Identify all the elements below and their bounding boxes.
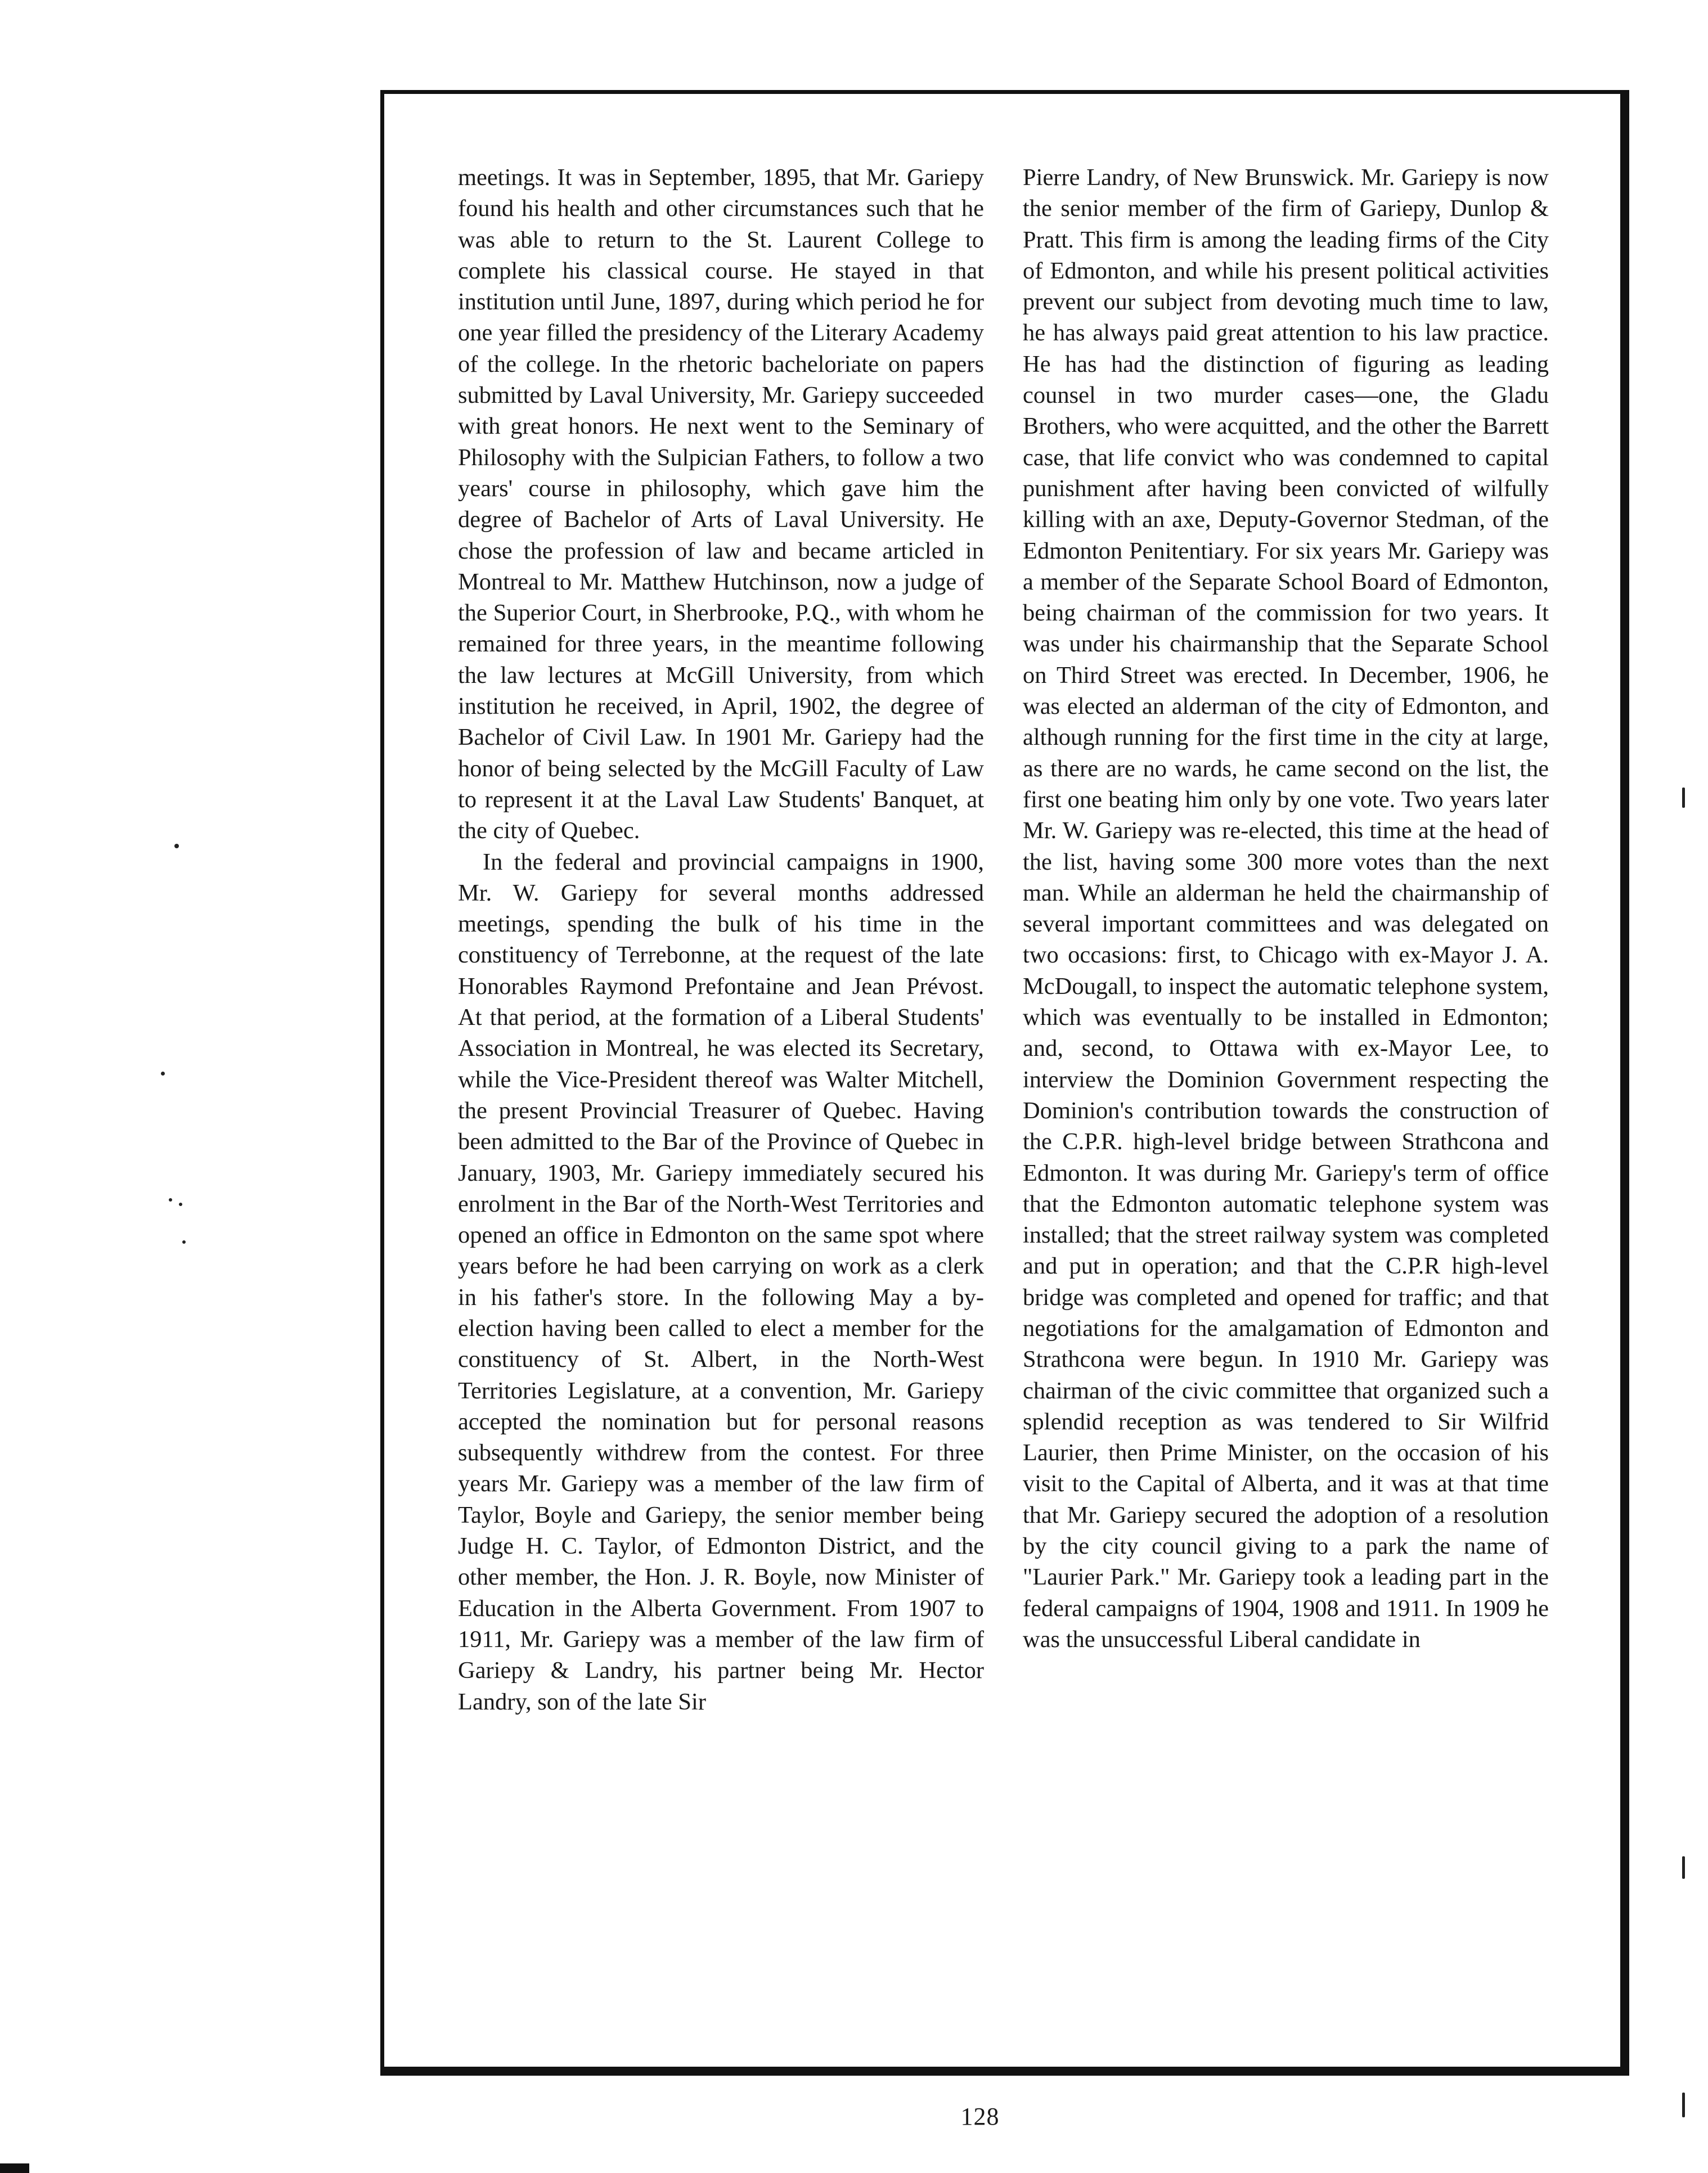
scan-speck	[182, 1240, 186, 1244]
paragraph-law-career: Pierre Landry, of New Brunswick. Mr. Gariepy is now the senior member of the firm of Gariepy, Dunlop & Pratt. This firm is among the leading firms of the City of Edmonton, and while his present political activities prevent our subject from devoting much time to law, he has always paid great attention to his law practice. He has had the distinction of figuring as leading counsel in two murder cases—one, the Gladu Brothers, who were acquitted, and the other the Barrett case, that life convict who was condemned to capital punishment after having been convicted of wilfully killing with an axe, Deputy-Governor Stedman, of the Edmonton Penitentiary. For six years Mr. Gariepy was a member of the Separate School Board of Edmonton, being chairman of the commission for two years. It was under his chairmanship that the Separate School on Third Street was erected. In December, 1906, he was elected an alderman of the city of Edmonton, and although running for the first time in the city at large, as there are no wards, he came second on the list, the first one beating him only by one vote. Two years later Mr. W. Gariepy was re-elected, this time at the head of the list, having some 300 more votes than the next man. While an alderman he held the chairmanship of several important committees and was delegated on two occasions: first, to Chicago with ex-Mayor J. A. McDougall, to inspect the automatic telephone system, which was eventually to be installed in Edmonton; and, second, to Ottawa with ex-Mayor Lee, to interview the Dominion Government respecting the Dominion's contribution towards the construction of the C.P.R. high-level bridge between Strathcona and Edmonton. It was during Mr. Gariepy's term of office that the Edmonton automatic telephone system was installed; that the street railway system was completed and put in operation; and that the C.P.R high-level bridge was completed and opened for traffic; and that negotiations for the amalgamation of Edmonton and Strathcona were begun. In 1910 Mr. Gariepy was chairman of the civic committee that organized such a splendid reception as was tendered to Sir Wilfrid Laurier, then Prime Minister, on the occasion of his visit to the Capital of Alberta, and it was at that time that Mr. Gariepy secured the adoption of a resolution by the city council giving to a park the name of "Laurier Park." Mr. Gariepy took a leading part in the federal campaigns of 1904, 1908 and 1911. In 1909 he was the unsuccessful Liberal candidate in	[1023, 164, 1549, 1653]
scan-edge-mark	[0, 2163, 29, 2173]
paragraph-continued: meetings. It was in September, 1895, that Mr. Gariepy found his health and other circumstances such that he was able to return to the St. Laurent College to complete his classical course. He stayed in that institution until June, 1897, during which period he for one year filled the presidency of the Literary Academy of the college. In the rhetoric bacheloriate on papers submitted by Laval University, Mr. Gariepy succeeded with great honors. He next went to the Seminary of Philosophy with the Sulpician Fathers, to follow a two years' course in philosophy, which gave him the degree of Bachelor of Arts of Laval University. He chose the profession of law and became articled in Montreal to Mr. Matthew Hutchinson, now a judge of the Superior Court, in Sherbrooke, P.Q., with whom he remained for three years, in the meantime following the law lectures at McGill University, from which institution he received, in April, 1902, the degree of Bachelor of Civil Law. In 1901 Mr. Gariepy had the honor of being selected by the McGill Faculty of Law to represent it at the Laval Law Students' Banquet, at the city of Quebec.	[458, 164, 984, 844]
left-text-column	[458, 162, 984, 1717]
scan-speck	[1682, 788, 1685, 808]
right-text-column	[1023, 162, 1549, 1655]
scan-speck	[161, 1072, 165, 1076]
page-number: 128	[960, 2103, 1000, 2130]
scan-speck	[1682, 2093, 1685, 2117]
paragraph-federal-campaigns: In the federal and provincial campaigns in 1900, Mr. W. Gariepy for several months addressed meetings, spending the bulk of his time in the constituency of Terrebonne, at the request of the late Honorables Raymond Prefontaine and Jean Prévost. At that period, at the formation of a Liberal Students' Association in Montreal, he was elected its Secretary, while the Vice-President thereof was Walter Mitchell, the present Provincial Treasurer of Quebec. Having been admitted to the Bar of the Province of Quebec in January, 1903, Mr. Gariepy immediately secured his enrolment in the Bar of the North-West Territories and opened an office in Edmonton on the same spot where years before he had been carrying on work as a clerk in his father's store. In the following May a by-election having been called to elect a member for the constituency of St. Albert, in the North-West Territories Legislature, at a convention, Mr. Gariepy accepted the nomination but for personal reasons subsequently withdrew from the contest. For three years Mr. Gariepy was a member of the law firm of Taylor, Boyle and Gariepy, the senior member being Judge H. C. Taylor, of Edmonton District, and the other member, the Hon. J. R. Boyle, now Minister of Education in the Alberta Government. From 1907 to 1911, Mr. Gariepy was a member of the law firm of Gariepy & Landry, his partner being Mr. Hector Landry, son of the late Sir	[458, 848, 984, 1715]
scan-speck	[169, 1198, 172, 1202]
scan-speck	[1682, 1856, 1685, 1879]
scan-speck	[174, 844, 179, 848]
scan-speck	[179, 1203, 182, 1206]
